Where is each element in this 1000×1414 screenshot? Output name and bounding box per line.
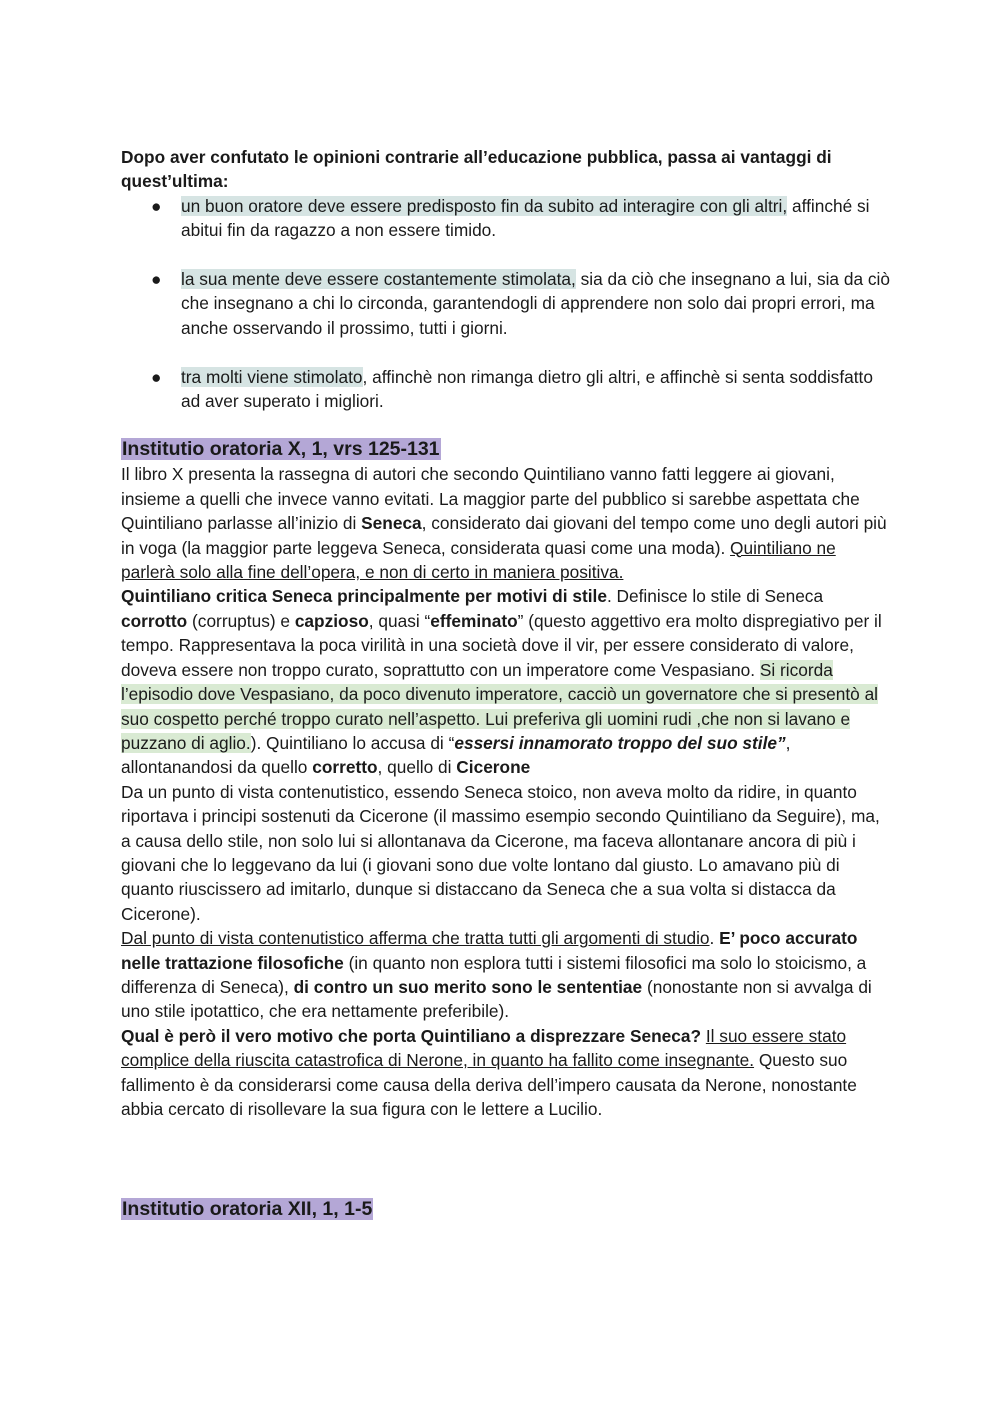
paragraph-text: (corruptus) e [187, 610, 295, 631]
list-item [121, 365, 891, 414]
list-item [121, 194, 891, 243]
bold-text: E’ poco accurato nelle trattazione filosofiche [121, 928, 858, 973]
paragraph-text: ). Quintiliano lo accusa di “ [250, 732, 455, 753]
bullet-icon: ● [151, 269, 162, 290]
document-page [121, 145, 891, 1222]
highlighted-text: la sua mente deve essere costantemente stimolata, [181, 269, 576, 290]
intro-paragraph: Dopo aver confutato le opinioni contrarie all’educazione pubblica, passa ai vantaggi di quest’ultima: [121, 147, 832, 192]
highlighted-text: Si ricorda l’episodio dove Vespasiano, da poco divenuto imperatore, cacciò un governatore che si presentò al suo cospetto perché troppo curato nell’aspetto. Lui preferiva gli uomini rudi ,che non si lavano e puzzano di aglio. [121, 659, 879, 753]
bullet-icon: ● [151, 366, 162, 387]
section-heading-text: Institutio oratoria XII, 1, 1-5 [122, 1198, 373, 1221]
paragraph-text: (nonostante non si avvalga di uno stile ipotattico, che era nettamente preferibile). [121, 976, 872, 1022]
paragraph-content-view: Da un punto di vista contenutistico, essendo Seneca stoico, non aveva molto da ridire, in quanto riportava i principi sostenuti da Cicerone (il massimo esempio secondo Quintiliano da Seguire), ma, a causa dello stile, non solo lui si allontanava da Cicerone, ma faceva allontanare ancora di più i giovani che lo leggevano da lui (i giovani sono due volte lontano dal giusto. Lo amavano più di quanto riuscissero ad imitarlo, dunque si distaccano da Seneca che a sua volta si distacca da Cicerone). [121, 781, 880, 924]
paragraph-text: . Definisce lo stile di Seneca [606, 586, 824, 607]
bold-text: effeminato [430, 610, 518, 631]
paragraph-text: , quello di [377, 757, 457, 778]
paragraph-style-critique [121, 584, 891, 779]
bold-text: capzioso [294, 610, 369, 631]
bold-text: corretto [312, 757, 378, 778]
bold-italic-text: essersi innamorato troppo del suo stile” [454, 732, 786, 753]
underlined-text: Dal punto di vista contenutistico afferma che tratta tutti gli argomenti di studio [121, 928, 710, 949]
paragraph-text: Il libro X presenta la rassegna di autori che secondo Quintiliano vanno fatti leggere ai giovani, insieme a quelli che invece vanno evitati. La maggior parte del pubblico si sarebbe aspettata che Quintiliano parlasse all’inizio di [121, 464, 860, 534]
paragraph-arguments [121, 926, 891, 1024]
highlighted-text: tra molti viene stimolato [181, 366, 363, 387]
bold-text: Cicerone [456, 757, 531, 778]
bold-text: di contro un suo merito sono le sententiae [293, 976, 643, 997]
advantages-list [121, 194, 891, 414]
paragraph-text: (in quanto non esplora tutti i sistemi filosofici ma solo lo stoicismo, a differenza di Seneca), [121, 952, 867, 997]
paragraph-text: , considerato dai giovani del tempo come uno degli autori più in voga (la maggior parte leggeva Seneca, considerata quasi come una moda). [121, 513, 887, 558]
list-item-text: sia da ciò che insegnano a lui, sia da ciò che insegnano a chi lo circonda, garantendogli di apprendere non solo dai propri errori, ma anche osservando il prossimo, tutti i giorni. [181, 269, 890, 338]
bullet-icon: ● [151, 195, 162, 216]
bold-text: Seneca [361, 513, 422, 534]
paragraph-text: Questo suo fallimento è da considerarsi come causa della deriva dell’impero causata da Nerone, nonostante abbia cercato di risollevare la sua figura con le lettere a Lucilio. [121, 1050, 857, 1119]
paragraph-text: , allontanandosi da quello [121, 732, 791, 778]
bold-text: corrotto [121, 610, 188, 631]
list-item [121, 267, 891, 340]
paragraph-text: . [709, 928, 720, 949]
list-item-text: , affinchè non rimanga dietro gli altri, e affinchè si senta soddisfatto ad aver superato i migliori. [181, 366, 873, 412]
bold-text: Qual è però il vero motivo che porta Quintiliano a disprezzare Seneca? [121, 1025, 702, 1046]
list-item-text: affinché si abitui fin da ragazzo a non essere timido. [181, 195, 870, 241]
paragraph-true-motive [121, 1024, 891, 1122]
paragraph-text: , quasi “ [368, 610, 431, 631]
section-heading-x [121, 437, 891, 462]
highlighted-text: un buon oratore deve essere predisposto fin da subito ad interagire con gli altri, [181, 195, 788, 216]
paragraph-text: ” (questo aggettivo era molto dispregiativo per il tempo. Rappresentava la poca virilità in una società dove il vir, per essere considerato di valore, doveva essere non troppo curato, soprattutto con un imperatore come Vespasiano. [121, 610, 882, 680]
section-heading-text: Institutio oratoria X, 1, vrs 125-131 [122, 438, 440, 461]
underlined-text: Il suo essere stato complice della riuscita catastrofica di Nerone, in quanto ha fallito come insegnante. [121, 1025, 847, 1071]
underlined-text: Quintiliano ne parlerà solo alla fine dell’opera, e non di certo in maniera positiva. [121, 537, 836, 583]
section-heading-xii [121, 1197, 891, 1222]
paragraph-seneca-intro [121, 462, 891, 584]
bold-text: Quintiliano critica Seneca principalmente per motivi di stile [121, 586, 607, 607]
